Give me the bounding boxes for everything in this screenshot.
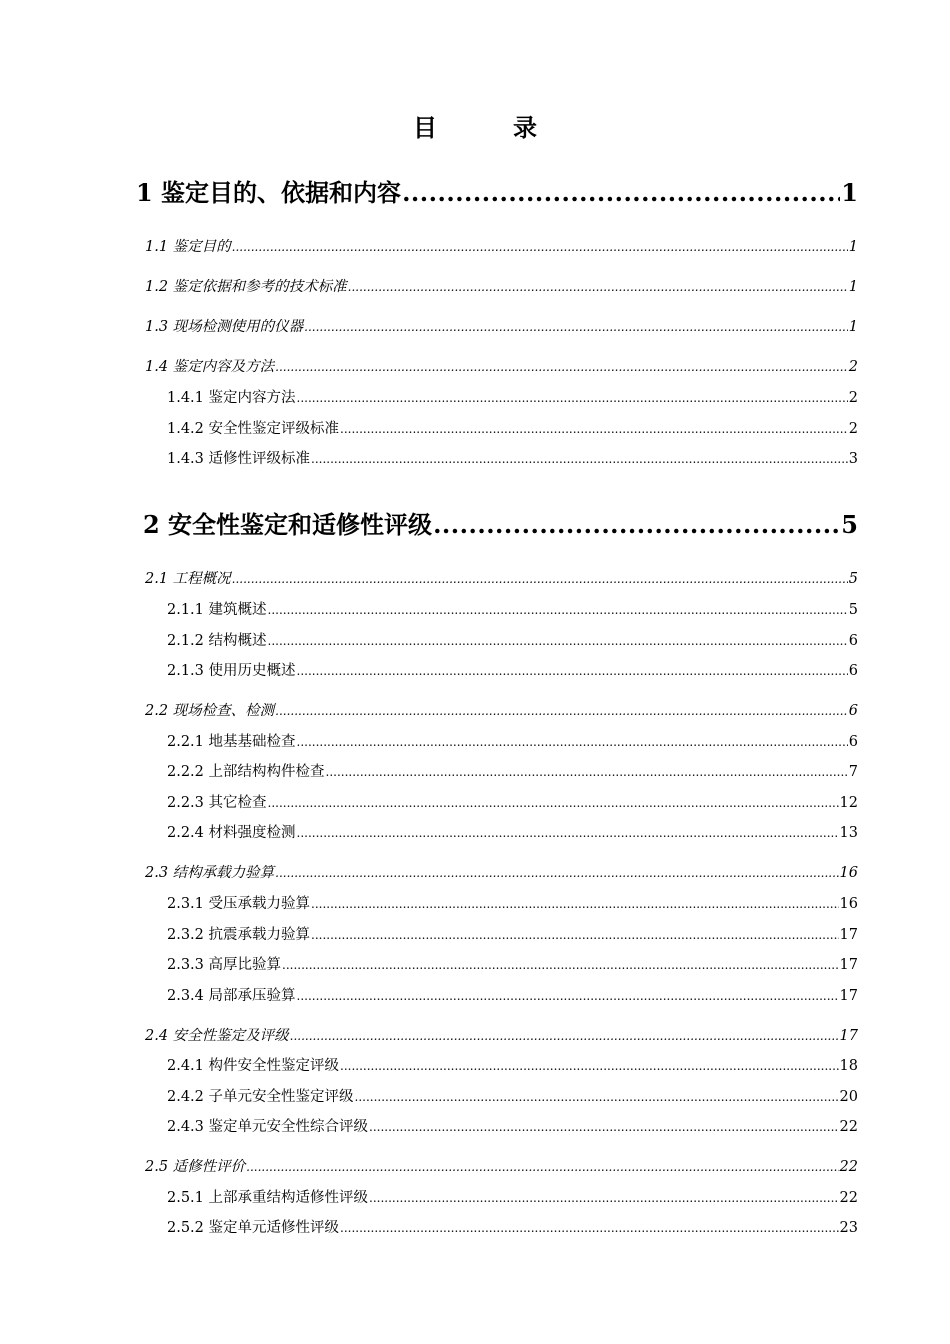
dot-leader [340,1056,839,1076]
toc-entry-page: 5 [848,571,858,587]
dot-leader [355,1087,839,1107]
toc-entry-label: 2.4 安全性鉴定及评级 [145,1028,289,1044]
dot-leader [304,317,848,337]
toc-entry-page: 6 [848,734,858,750]
dot-leader [275,863,838,883]
toc-entry-page: 1 [848,239,858,255]
toc-entry-label: 1.4.2 安全性鉴定评级标准 [167,421,340,437]
toc-entry-page: 13 [839,825,858,841]
toc-entry-label: 2.4.3 鉴定单元安全性综合评级 [167,1119,369,1135]
toc-entry-page: 17 [839,927,858,943]
toc-entry-level3[interactable] [167,1188,858,1208]
dot-leader [268,600,848,620]
toc-entry-label: 2.5.2 鉴定单元适修性评级 [167,1220,340,1236]
toc-entry-label: 2.2.3 其它检查 [167,795,267,811]
dot-leader [297,732,848,752]
toc-entry-page: 2 [848,390,858,406]
toc-entry-level3[interactable] [167,388,858,408]
toc-entry-label: 2.4.1 构件安全性鉴定评级 [167,1058,340,1074]
toc-entry-level2[interactable] [145,237,858,257]
toc-entry-page: 2 [848,421,858,437]
toc-entry-level2[interactable] [145,277,858,297]
toc-entry-level2[interactable] [145,863,858,883]
toc-entry-label: 1.3 现场检测使用的仪器 [145,319,304,335]
toc-entry-page: 3 [848,451,858,467]
toc-entry-label: 2.1.2 结构概述 [167,633,267,649]
toc-entry-page: 6 [848,633,858,649]
toc-entry-level3[interactable] [167,986,858,1006]
toc-entry-label: 1.4 鉴定内容及方法 [145,359,275,375]
dot-leader [311,894,839,914]
toc-entry-level1[interactable] [143,508,858,542]
toc-entry-page: 1 [848,279,858,295]
dot-leader [369,1188,839,1208]
dot-leader [326,762,848,782]
toc-entry-label: 1.2 鉴定依据和参考的技术标准 [145,279,347,295]
toc-entry-page: 17 [839,1028,858,1044]
toc-entry-level2[interactable] [145,1026,858,1046]
toc-entry-label: 2.5 适修性评价 [145,1159,246,1175]
dot-leader [246,1157,838,1177]
toc-entry-page: 7 [848,764,858,780]
toc-entry-level3[interactable] [167,1087,858,1107]
dot-leader [275,357,848,377]
toc-entry-page: 5 [841,510,858,539]
dot-leader [348,277,848,297]
toc-entry-label: 2.2 现场检查、检测 [145,703,275,719]
toc-entry-label: 2.2.4 材料强度检测 [167,825,296,841]
toc-entry-label: 2.4.2 子单元安全性鉴定评级 [167,1089,354,1105]
toc-entry-label: 2.2.2 上部结构构件检查 [167,764,325,780]
toc-entry-label: 2.3.2 抗震承载力验算 [167,927,311,943]
toc-entry-level3[interactable] [167,1117,858,1137]
toc-entry-level2[interactable] [145,569,858,589]
toc-entry-page: 2 [848,359,858,375]
dot-leader [297,986,839,1006]
toc-entry-label: 2.2.1 地基基础检查 [167,734,296,750]
toc-entry-page: 22 [839,1119,858,1135]
toc-title: 目 录 [413,113,563,142]
toc-entry-level2[interactable] [145,701,858,721]
toc-entry-label: 1.4.3 适修性评级标准 [167,451,311,467]
toc-entry-level3[interactable] [167,925,858,945]
toc-entry-level3[interactable] [167,449,858,469]
dot-leader [311,925,839,945]
toc-entry-page: 16 [839,865,858,881]
toc-entry-level2[interactable] [145,317,858,337]
toc-entry-level1[interactable] [136,176,858,210]
dot-leader [290,1026,839,1046]
toc-entry-label: 2.3.1 受压承载力验算 [167,896,311,912]
toc-entry-page: 17 [839,988,858,1004]
dot-leader [282,955,839,975]
toc-entry-label: 2.5.1 上部承重结构适修性评级 [167,1190,369,1206]
toc-entry-level3[interactable] [167,661,858,681]
toc-entry-label: 1.1 鉴定目的 [145,239,231,255]
toc-entry-level2[interactable] [145,1157,858,1177]
dot-leader [340,419,848,439]
dot-leader [268,631,848,651]
dot-leader [369,1117,839,1137]
dot-leader [340,1218,839,1238]
toc-entry-level3[interactable] [167,631,858,651]
dot-leader [433,508,840,542]
toc-entry-level3[interactable] [167,419,858,439]
toc-entry-page: 22 [839,1190,858,1206]
dot-leader [311,449,848,469]
toc-entry-level3[interactable] [167,955,858,975]
toc-entry-level3[interactable] [167,762,858,782]
toc-entry-level3[interactable] [167,600,858,620]
dot-leader [232,237,848,257]
toc-entry-page: 18 [839,1058,858,1074]
toc-entry-label: 2.3 结构承载力验算 [145,865,275,881]
toc-entry-page: 5 [848,602,858,618]
dot-leader [232,569,848,589]
toc-entry-page: 23 [839,1220,858,1236]
dot-leader [297,388,848,408]
dot-leader [297,823,839,843]
toc-entry-label: 2.1.3 使用历史概述 [167,663,296,679]
toc-entry-page: 12 [839,795,858,811]
toc-entry-label: 2 安全性鉴定和适修性评级 [143,510,433,539]
toc-entry-level3[interactable] [167,1056,858,1076]
toc-entry-level3[interactable] [167,732,858,752]
toc-entry-page: 17 [839,957,858,973]
toc-entry-level3[interactable] [167,793,858,813]
dot-leader [402,176,840,210]
toc-entry-page: 1 [841,178,858,207]
toc-entry-page: 22 [839,1159,858,1175]
dot-leader [268,793,839,813]
toc-entry-label: 2.3.4 局部承压验算 [167,988,296,1004]
dot-leader [275,701,848,721]
toc-entry-page: 20 [839,1089,858,1105]
toc-entry-label: 1 鉴定目的、依据和内容 [136,178,402,207]
toc-entry-page: 16 [839,896,858,912]
toc-entry-label: 2.3.3 高厚比验算 [167,957,282,973]
toc-entry-level3[interactable] [167,823,858,843]
toc-entry-label: 1.4.1 鉴定内容方法 [167,390,296,406]
toc-entry-label: 2.1 工程概况 [145,571,231,587]
toc-entry-page: 6 [848,663,858,679]
toc-entry-page: 6 [848,703,858,719]
dot-leader [297,661,848,681]
toc-entry-page: 1 [848,319,858,335]
toc-entry-label: 2.1.1 建筑概述 [167,602,267,618]
toc-entry-level3[interactable] [167,894,858,914]
toc-entry-level3[interactable] [167,1218,858,1238]
toc-entry-level2[interactable] [145,357,858,377]
